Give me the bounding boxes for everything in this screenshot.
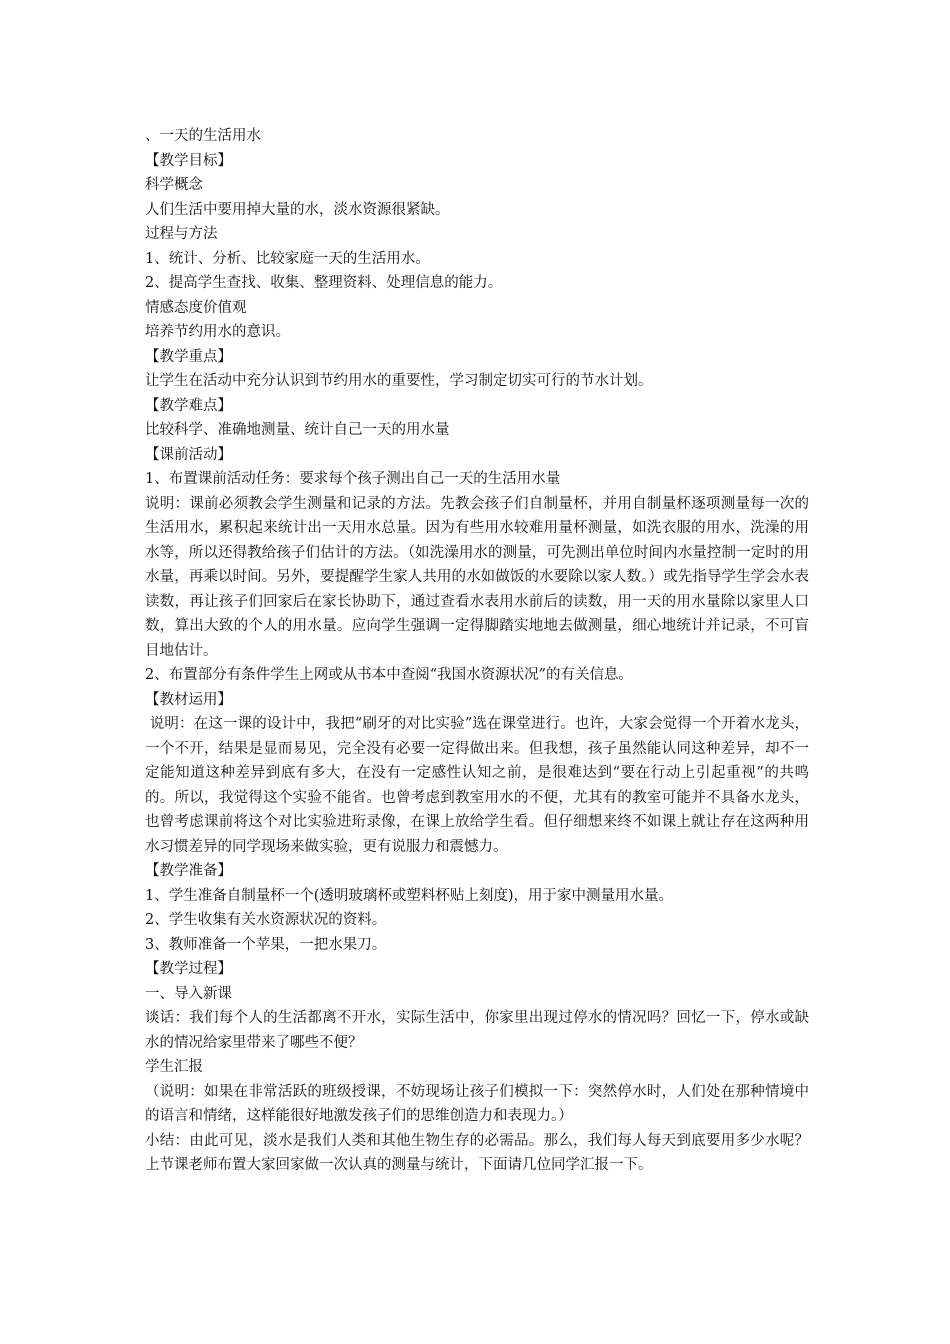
paragraph-summary: 小结：由此可见，淡水是我们人类和其他生物生存的必需品。那么，我们每人每天到底要用多少水呢？上节课老师布置大家回家做一次认真的测量与统计，下面请几位同学汇报一下。 <box>145 1132 809 1173</box>
text-line: 1、布置课前活动任务：要求每个孩子测出自己一天的生活用水量 <box>145 471 561 487</box>
paragraph-explanation: 说明：课前必须教会学生测量和记录的方法。先教会孩子们自制量杯，并用自制量杯逐项测量每一次的生活用水，累积起来统计出一天用水总量。因为有些用水较难用量杯测量，如洗衣服的用水，洗澡的用水等，所以还得教给孩子们估计的方法。（如洗澡用水的测量，可先测出单位时间内水量控制一定时的用水量，再乘以时间。另外，要提醒学生家人共用的水如做饭的水要除以家人数。）或先指导学生学会水表读数，再让孩子们回家后在家长协助下，通过查看水表用水前后的读数，用一天的用水量除以家里人口数，算出大致的个人的用水量。应向学生强调一定得脚踏实地地去做测量，细心地统计并记录，不可盲目地估计。 <box>145 495 809 659</box>
text-line: 让学生在活动中充分认识到节约用水的重要性，学习制定切实可行的节水计划。 <box>145 373 653 389</box>
paragraph-talk: 谈话：我们每个人的生活都离不开水，实际生活中，你家里出现过停水的情况吗？回忆一下，停水或缺水的情况给家里带来了哪些不便？ <box>145 1010 809 1051</box>
text-line: 1、统计、分析、比较家庭一天的生活用水。 <box>145 250 430 267</box>
section-intro: 一、导入新课 <box>145 985 232 1002</box>
heading-key-points: 【教学重点】 <box>145 348 232 365</box>
heading-pre-class-activity: 【课前活动】 <box>145 446 232 463</box>
text-line: 培养节约用水的意识。 <box>145 324 290 340</box>
heading-materials-use: 【教材运用】 <box>145 691 232 708</box>
subheading-process-methods: 过程与方法 <box>145 226 218 242</box>
document-body <box>145 124 809 1178</box>
text-line: 人们生活中要用掉大量的水，淡水资源很紧缺。 <box>145 201 450 218</box>
heading-teaching-process: 【教学过程】 <box>145 961 232 977</box>
text-student-report: 学生汇报 <box>145 1059 203 1075</box>
text-line: 2、提高学生查找、收集、整理资料、处理信息的能力。 <box>145 275 503 291</box>
heading-teaching-goals: 【教学目标】 <box>145 152 232 169</box>
heading-preparation: 【教学准备】 <box>145 863 232 879</box>
subheading-science-concepts: 科学概念 <box>145 177 203 193</box>
lesson-title: 、一天的生活用水 <box>145 128 261 144</box>
prep-item: 3、教师准备一个苹果，一把水果刀。 <box>145 936 387 953</box>
text-line: 2、布置部分有条件学生上网或从书本中查阅“我国水资源状况”的有关信息。 <box>145 667 634 683</box>
heading-difficulties: 【教学难点】 <box>145 397 232 414</box>
text-line: 比较科学、准确地测量、统计自己一天的用水量 <box>145 422 450 438</box>
paragraph-materials: 说明：在这一课的设计中，我把“刷牙的对比实验”选在课堂进行。也许，大家会觉得一个开着水龙头，一个不开，结果是显而易见，完全没有必要一定得做出来。但我想，孩子虽然能认同这种差异，却不一定能知道这种差异到底有多大，在没有一定感性认知之前，是很难达到“要在行动上引起重视”的共鸣的。所以，我觉得这个实验不能省。也曾考虑到教室用水的不便，尤其有的教室可能并不具备水龙头，也曾考虑课前将这个对比实验进珩录像，在课上放给学生看。但仔细想来终不如课上就让存在这两种用水习惯差异的同学现场来做实验，更有说服力和震憾力。 <box>145 716 810 855</box>
subheading-attitudes-values: 情感态度价值观 <box>145 299 247 316</box>
prep-item: 1、学生准备自制量杯一个(透明玻璃杯或塑料杯贴上刻度)，用于家中测量用水量。 <box>145 887 674 904</box>
paragraph-note: （说明：如果在非常活跃的班级授课，不妨现场让孩子们模拟一下：突然停水时，人们处在那种情境中的语言和情绪，这样能很好地激发孩子们的思维创造力和表现力。） <box>145 1083 809 1124</box>
prep-item: 2、学生收集有关水资源状况的资料。 <box>145 912 387 928</box>
